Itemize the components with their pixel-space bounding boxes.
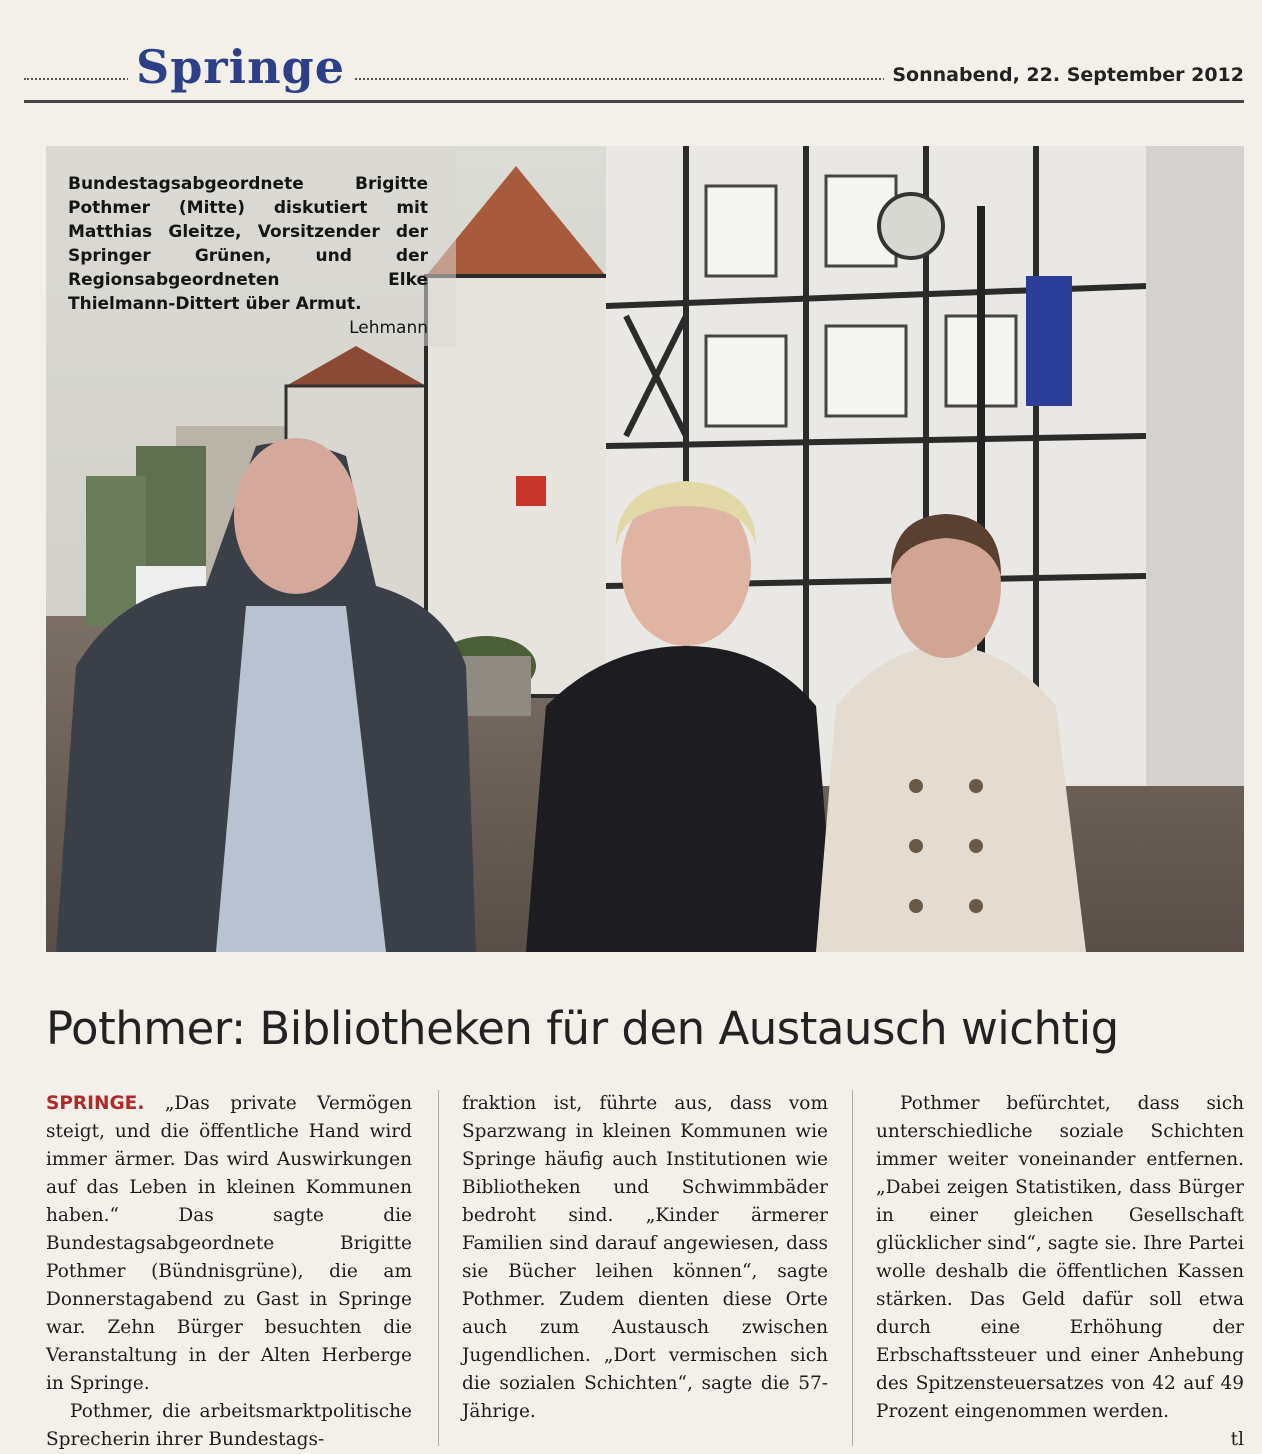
article-photo <box>46 146 1244 952</box>
paragraph: Pothmer, die arbeitsmarktpolitische Sprecherin ihrer Bundestags- <box>46 1401 412 1450</box>
section-title: Springe <box>128 40 353 94</box>
photo-credit: Lehmann <box>349 318 428 338</box>
caption-text: Bundestagsabgeordnete Brigitte Pothmer (Mitte) diskutiert mit Matthias Gleitze, Vorsitzender der Springer Grünen, und der Regionsabgeordneten Elke Thielmann-Dittert über Armut. <box>68 174 428 314</box>
article-column-2 <box>462 1090 828 1426</box>
article-headline: Pothmer: Bibliotheken für den Austausch wichtig <box>46 1002 1119 1055</box>
article-body <box>46 1090 1244 1450</box>
dateline: SPRINGE. <box>46 1093 145 1114</box>
masthead <box>24 38 1244 108</box>
paragraph: fraktion ist, führte aus, dass vom Sparzwang in kleinen Kommunen wie Springe häufig auch Institutionen wie Bibliotheken und Schwimmbäder bedroht sind. „Kinder ärmerer Familien sind darauf angewiesen, dass sie Bücher leihen können“, sagte Pothmer. Zudem dienten diese Orte auch zum Austausch zwischen Jugendlichen. „Dort vermischen sich die sozialen Schichten“, sagte die 57-Jährige. <box>462 1093 828 1422</box>
column-divider <box>852 1090 853 1446</box>
paragraph: Pothmer befürchtet, dass sich unterschiedliche soziale Schichten immer weiter voneinander entfernen. „Dabei zeigen Statistiken, dass Bürger in einer gleichen Gesellschaft glücklicher sind“, sagte sie. Ihre Partei wolle deshalb die öffentlichen Kassen stärken. Das Geld dafür soll etwa durch eine Erhöhung der Erbschaftssteuer und einer Anhebung des Spitzensteuersatzes von 42 auf 49 Prozent eingenommen werden. <box>876 1093 1244 1422</box>
paragraph-text: „Das private Vermögen steigt, und die öffentliche Hand wird immer ärmer. Das wird Auswirkungen auf das Leben in kleinen Kommunen haben.“ Das sagte die Bundestagsabgeordnete Brigitte Pothmer (Bündnisgrüne), die am Donnerstagabend zu Gast in Springe war. Zehn Bürger besuchten die Veranstaltung in der Alten Herberge in Springe. <box>46 1093 412 1394</box>
article-column-1 <box>46 1090 412 1454</box>
column-divider <box>438 1090 439 1446</box>
article-column-3 <box>876 1090 1244 1454</box>
paragraph <box>46 1090 412 1398</box>
issue-date: Sonnabend, 22. September 2012 <box>884 64 1244 86</box>
masthead-rule <box>24 100 1244 103</box>
photo-caption <box>68 172 428 340</box>
author-signature: tl <box>1230 1429 1244 1450</box>
